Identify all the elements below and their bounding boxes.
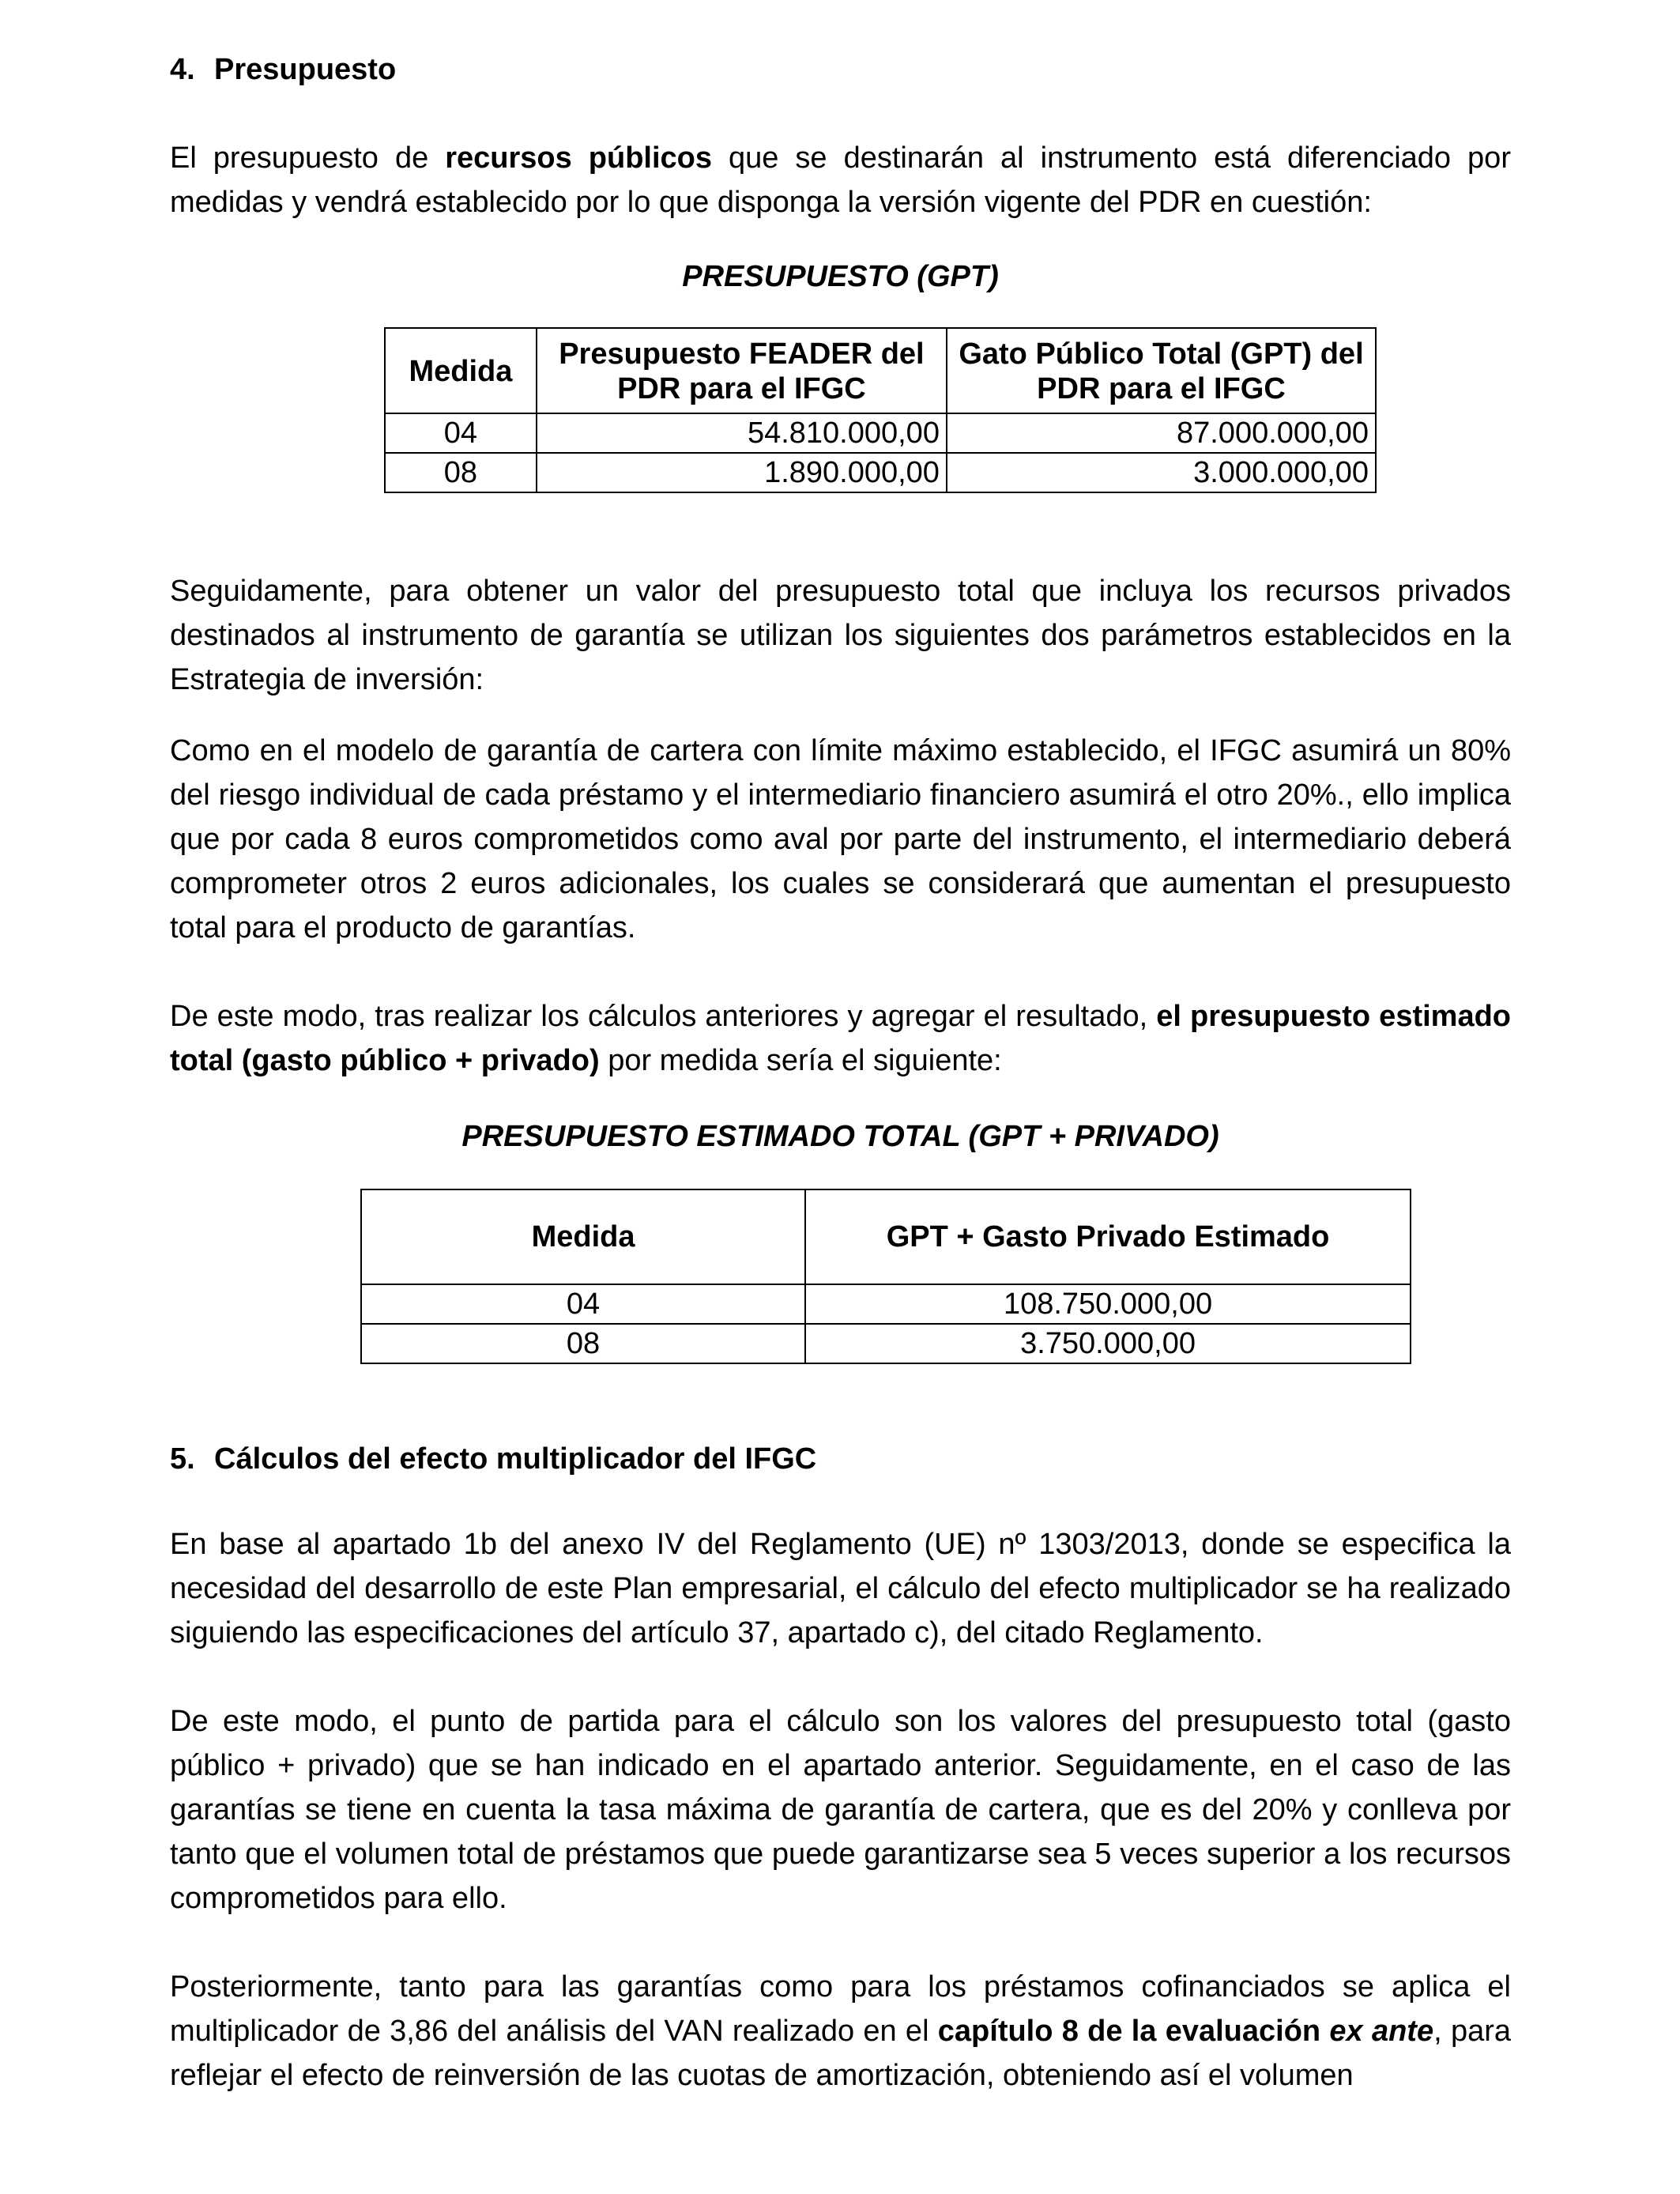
para3-text-end: , para reflejar el efecto de reinversión de las cuotas de amortización, obteniendo así el volumen (170, 2015, 1511, 2092)
para4-bold: el presupuesto estimado total (gasto público + privado) (170, 1000, 1512, 1077)
header-gpt: Gato Público Total (GPT) del PDR para el IFGC (947, 328, 1376, 413)
table-cell: 08 (361, 1324, 805, 1363)
total-budget-table (360, 1189, 1411, 1364)
section-4-paragraph-4 (170, 994, 1511, 1083)
intro-text-end: que se destinarán al instrumento está diferenciado por medidas y vendrá establecido por lo que disponga la versión vigente del PDR en cuestión: (170, 141, 1511, 219)
section-4-title: Presupuesto (214, 53, 397, 86)
section-4-number: 4. (170, 53, 195, 86)
table-row (385, 413, 1376, 453)
section-5-title: Cálculos del efecto multiplicador del IFGC (214, 1442, 817, 1476)
para4-text-end: por medida sería el siguiente: (599, 1044, 1002, 1077)
table-row (361, 1324, 1411, 1363)
section-5-heading (170, 1437, 1511, 1481)
table-row (385, 453, 1376, 492)
table-header-row (385, 328, 1376, 413)
table-cell: 04 (385, 413, 537, 453)
section-5-paragraph-3 (170, 1965, 1511, 2098)
table-cell: 3.750.000,00 (805, 1324, 1411, 1363)
section-4-paragraph-2: Seguidamente, para obtener un valor del presupuesto total que incluya los recursos privados destinados al instrumento de garantía se utilizan los siguientes dos parámetros establecidos en la Estrategia de inversión: (170, 575, 1511, 696)
document-body (170, 47, 1511, 2098)
table-cell: 108.750.000,00 (805, 1284, 1411, 1324)
table-cell: 1.890.000,00 (537, 453, 947, 492)
section-5-paragraph-2: De este modo, el punto de partida para el cálculo son los valores del presupuesto total (gasto público + privado) que se han indicado en el apartado anterior. Seguidamente, en el caso de las garantías se tiene en cuenta la tasa máxima de garantía de cartera, que es del 20% y conlleva por tanto que el volumen total de préstamos que puede garantizarse sea 5 veces superior a los recursos comprometidos para ello. (170, 1705, 1511, 1915)
section-4-paragraph-3: Como en el modelo de garantía de cartera con límite máximo establecido, el IFGC asumirá un 80% del riesgo individual de cada préstamo y el intermediario financiero asumirá el otro 20%., ello implica que por cada 8 euros comprometidos como aval por parte del instrumento, el intermediario deberá comprometer otros 2 euros adicionales, los cuales se considerará que aumentan el presupuesto total para el producto de garantías. (170, 734, 1511, 944)
header-feader: Presupuesto FEADER del PDR para el IFGC (537, 328, 947, 413)
section-4-heading (170, 47, 1511, 92)
para3-bold-italic: ex ante (1329, 2015, 1434, 2048)
table-header-row (361, 1189, 1411, 1284)
header-medida: Medida (361, 1189, 805, 1284)
budget-table (384, 327, 1377, 493)
intro-text: El presupuesto de (170, 141, 446, 175)
section-5-paragraph-1: En base al apartado 1b del anexo IV del Reglamento (UE) nº 1303/2013, donde se especifica la necesidad del desarrollo de este Plan empresarial, el cálculo del efecto multiplicador se ha realizado siguiendo las especificaciones del artículo 37, apartado c), del citado Reglamento. (170, 1528, 1511, 1649)
table2-caption: PRESUPUESTO ESTIMADO TOTAL (GPT + PRIVADO) (461, 1120, 1219, 1153)
para4-text: De este modo, tras realizar los cálculos anteriores y agregar el resultado, (170, 1000, 1157, 1033)
table-row (361, 1284, 1411, 1324)
table1-caption: PRESUPUESTO (GPT) (682, 260, 999, 293)
table-cell: 54.810.000,00 (537, 413, 947, 453)
table-cell: 04 (361, 1284, 805, 1324)
table-cell: 3.000.000,00 (947, 453, 1376, 492)
table-cell: 08 (385, 453, 537, 492)
header-total: GPT + Gasto Privado Estimado (805, 1189, 1411, 1284)
para3-bold: capítulo 8 de la evaluación (937, 2015, 1330, 2048)
table-cell: 87.000.000,00 (947, 413, 1376, 453)
intro-bold: recursos públicos (445, 141, 713, 175)
section-5-number: 5. (170, 1442, 195, 1476)
header-medida: Medida (385, 328, 537, 413)
para3-text: Posteriormente, tanto para las garantías como para los préstamos cofinanciados se aplica el multiplicador de 3,86 del análisis del VAN realizado en el (170, 1970, 1511, 2048)
section-4-intro (170, 136, 1511, 224)
